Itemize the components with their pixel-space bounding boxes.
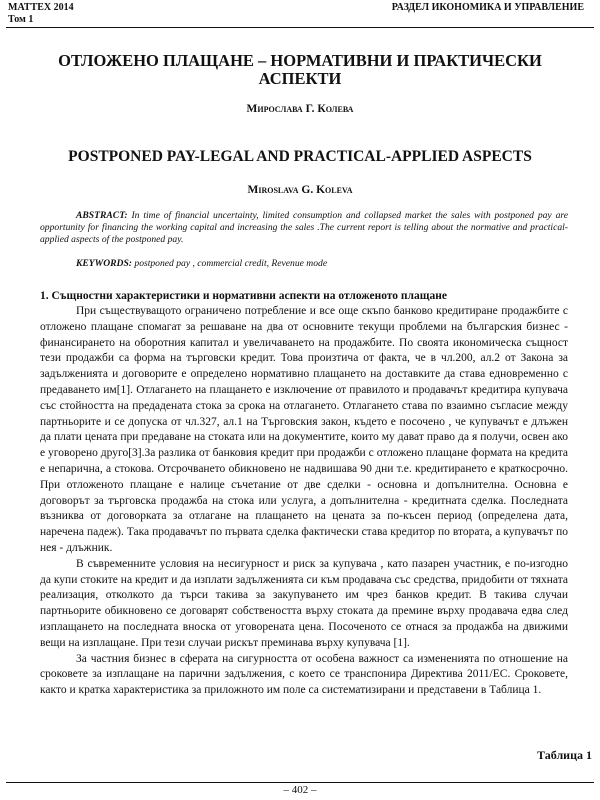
section-heading: 1. Същностни характеристики и нормативни аспекти на отложеното плащане: [40, 290, 447, 302]
header-divider: [6, 27, 594, 28]
paper-title-bulgarian: ОТЛОЖЕНО ПЛАЩАНЕ – НОРМАТИВНИ И ПРАКТИЧЕСКИ АСПЕКТИ: [58, 51, 542, 88]
running-header-journal: [8, 2, 74, 26]
author-name-english: Miroslava G. Koleva: [247, 184, 353, 196]
table-caption: Таблица 1: [537, 748, 592, 762]
abstract-label: ABSTRACT:: [76, 210, 128, 221]
journal-volume: Том 1: [8, 14, 34, 25]
keywords-text: postponed pay , commercial credit, Revenue mode: [134, 258, 328, 269]
body-text: [40, 304, 568, 699]
abstract-text: In time of financial uncertainty, limited consumption and collapsed market the sales with postponed pay are opportunity for financing the working capital and increasing the sales .The current report is telling about the normative and practical-applied aspects of the postponed pay.: [40, 210, 568, 245]
paragraph: За частния бизнес в сферата на сигурността от особена важност са измененията по отношение на сроковете за изплащане на парични задължения, с което се транспонира Директива 2011/ЕС. Сроковете, както и кратка характеристика за приложното им поле са систематизирани и представени в Таблица 1.: [40, 652, 568, 697]
paragraph: При съществуващото ограничено потребление и все още скъпо банково кредитиране продажбите с отложено плащане спомагат за решаване на два от основните текущи проблеми на българския бизнес - финансирането на оборотния капитал и увеличаването на продажбите. По своята икономическа същност тези продажби са форма на търговски кредит. Това произтича от факта, че в чл.200, ал.2 от Закона за задълженията и договорите е определено нормативно плащането на доставките да става едновременно с предаването им[1]. Отлагането на плащането е изключение от правилото и продавачът кредитира купувача със стойността на предадената стока за срока на отлагането. Отлагането става по взаимно съгласие между партньорите и се допуска от чл.327, ал.1 на Търговския закон, където е посочено , че купувачът е длъжен да плати цената при предаване на стоката или на документите, които му дават право да я получи, освен ако е уговорено друго[3].За разлика от банковия кредит при продажби с отложено плащане формата на кредита е непарична, а стокова. Отсрочването обикновено не надвишава 90 дни т.е. кредитирането е краткосрочно. При отложеното плащане е налице съчетание от две сделки - основна и допълнителна. Основна е договорът за търговска продажба на стока или услуга, а допълнителна - кредитната сделка. Последната възниква от договорката за отлагане на плащането на цената за по-късен период (определена дата, наречена падеж). Така продавачът по първата сделка фактически става кредитор по втората, а купувачът по нея - длъжник.: [40, 305, 568, 554]
journal-name: MATTEX 2014: [8, 2, 74, 13]
footer-divider: [6, 782, 594, 783]
keywords: [40, 258, 568, 270]
running-header-section: РАЗДЕЛ ИКОНОМИКА И УПРАВЛЕНИЕ: [391, 2, 584, 13]
paragraph: В съвременните условия на несигурност и риск за купувача , като пазарен участник, е по-изгодно да купи стоките на кредит и да изплати задълженията си към продавача със средства, придобити от тяхната реализация, отколкото да търси такива за закупуването им чрез банков кредит. В такива случаи партньорите обикновено се договарят собствеността върху стоката да премине върху продавача едва след изплащането на последната вноска от уговорената цена. Посоченото се отнася за продажба на движими вещи на изплащане. При тези случаи рискът преминава върху купувача [1].: [40, 557, 568, 649]
paper-title-english: POSTPONED PAY-LEGAL AND PRACTICAL-APPLIED ASPECTS: [68, 148, 532, 165]
keywords-label: KEYWORDS:: [76, 258, 132, 269]
page-number: – 402 –: [283, 784, 317, 796]
abstract: [40, 210, 568, 246]
author-name-bulgarian: Мирослава Г. Колева: [246, 103, 354, 115]
